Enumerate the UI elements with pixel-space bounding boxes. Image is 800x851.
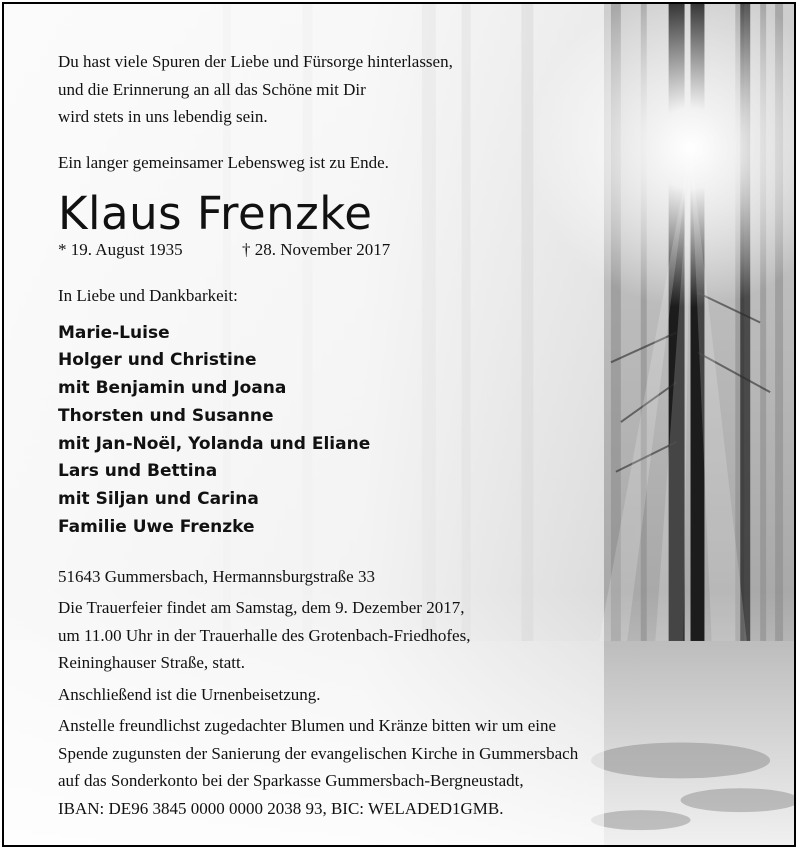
opening-line: wird stets in uns lebendig sein. (58, 107, 268, 126)
death-date: † 28. November 2017 (242, 240, 391, 259)
obituary-frame (2, 2, 796, 847)
family-member: Marie-Luise (58, 322, 170, 343)
family-member: Lars und Bettina (58, 461, 218, 482)
urn-line: Anschließend ist die Urnenbeisetzung. (58, 684, 321, 704)
opening-line: Du hast viele Spuren der Liebe und Fürsorge hinterlassen, (58, 52, 453, 71)
donation-line: Anstelle freundlichst zugedachter Blumen und Kränze bitten wir um eine (58, 716, 557, 736)
family-member: Thorsten und Susanne (58, 405, 274, 426)
donation-line: IBAN: DE96 3845 0000 0000 2038 93, BIC: WELADED1GMB. (58, 798, 504, 818)
funeral-line: Die Trauerfeier findet am Samstag, dem 9. Dezember 2017, (58, 598, 465, 618)
thanks-line: In Liebe und Dankbarkeit: (58, 286, 238, 305)
opening-line: und die Erinnerung an all das Schöne mit Dir (58, 79, 366, 99)
donation-info (58, 712, 618, 822)
obituary-content (58, 48, 618, 822)
family-member: Familie Uwe Frenzke (58, 517, 255, 538)
family-list (58, 320, 618, 542)
family-member: mit Benjamin und Joana (58, 378, 287, 399)
birth-date: * 19. August 1935 (58, 240, 183, 259)
address: 51643 Gummersbach, Hermannsburgstraße 33 (58, 566, 375, 586)
funeral-line: Reininghauser Straße, statt. (58, 653, 245, 673)
donation-line: Spende zugunsten der Sanierung der evangelischen Kirche in Gummersbach (58, 743, 579, 763)
funeral-line: um 11.00 Uhr in der Trauerhalle des Grotenbach-Friedhofes, (58, 625, 471, 645)
ending-line: Ein langer gemeinsamer Lebensweg ist zu Ende. (58, 152, 389, 172)
family-member: mit Jan-Noël, Yolanda und Eliane (58, 433, 371, 454)
family-member: Holger und Christine (58, 350, 257, 371)
funeral-info (58, 594, 618, 677)
life-dates (58, 240, 618, 260)
deceased-name: Klaus Frenzke (58, 187, 373, 240)
donation-line: auf das Sonderkonto bei der Sparkasse Gummersbach-Bergneustadt, (58, 771, 524, 791)
opening-verse (58, 48, 618, 131)
family-member: mit Siljan und Carina (58, 489, 259, 510)
